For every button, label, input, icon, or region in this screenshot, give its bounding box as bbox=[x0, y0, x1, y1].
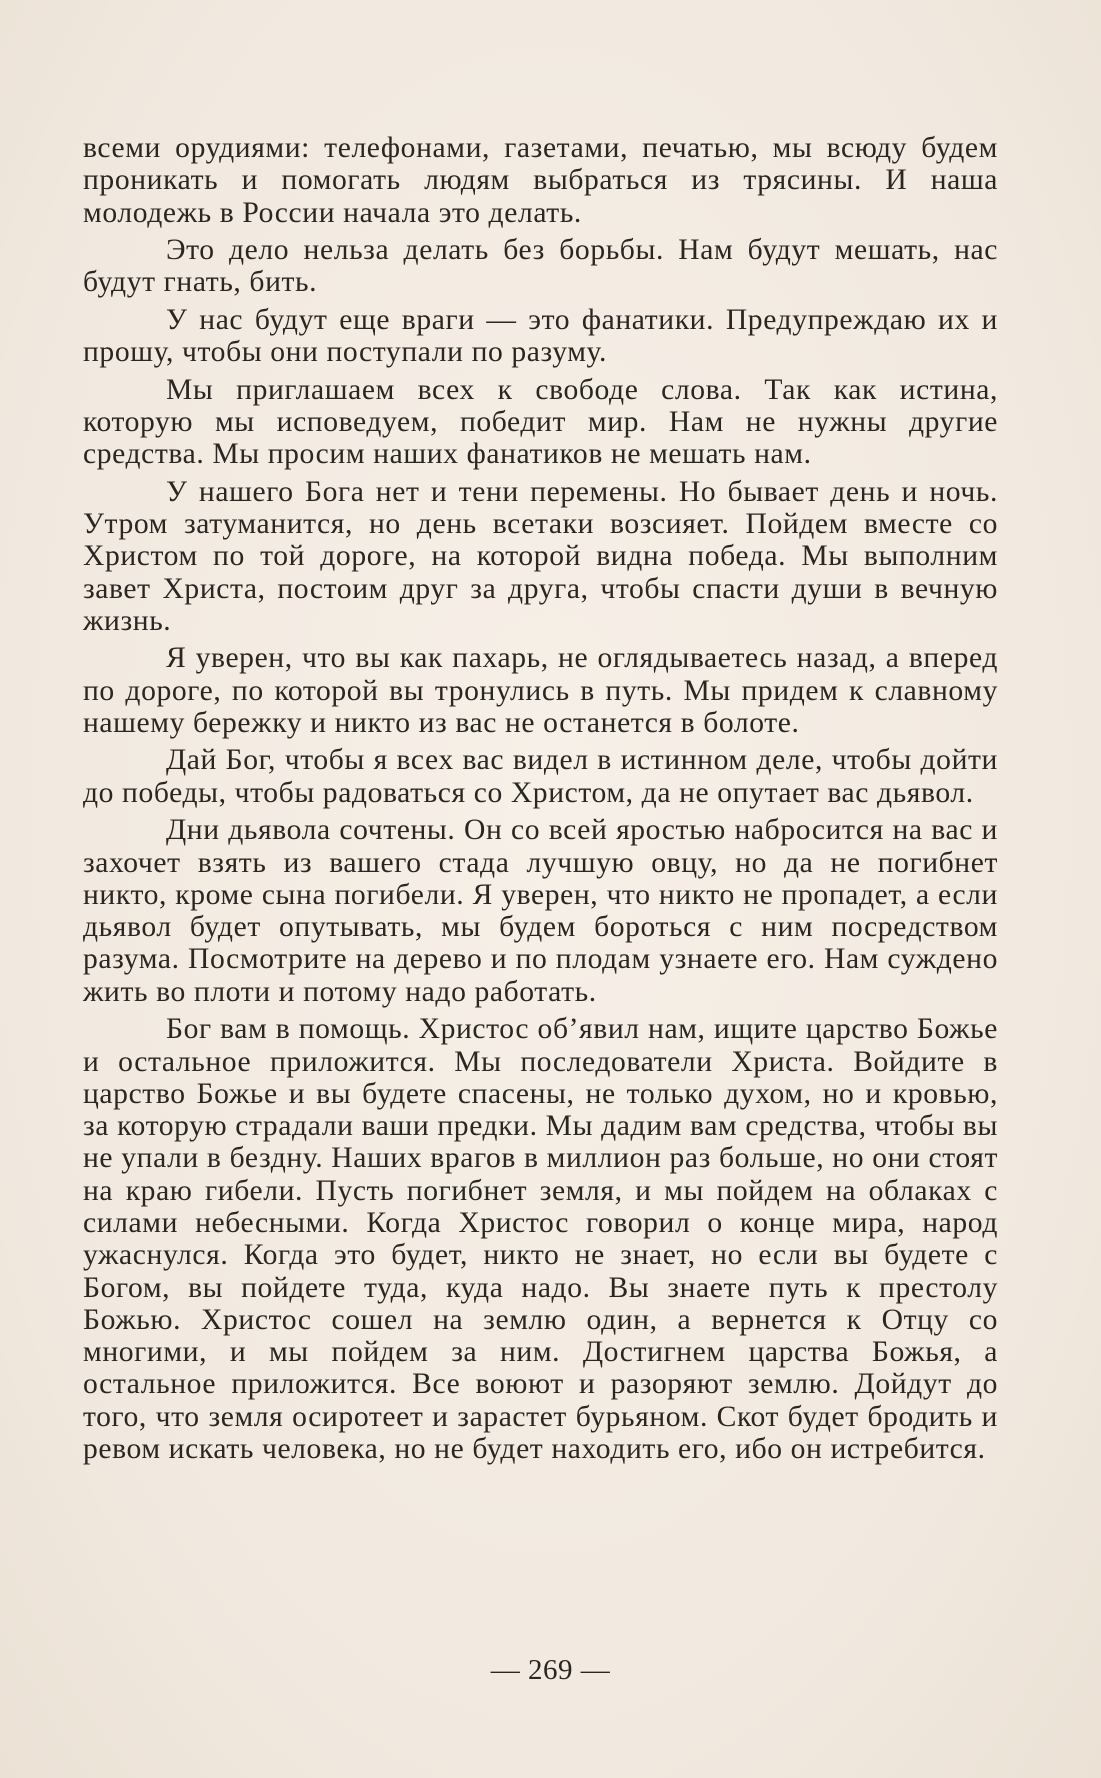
paragraph: Дай Бог, чтобы я всех вас видел в истинном деле, чтобы дойти до победы, чтобы радоваться со Христом, да не опутает вас дьявол. bbox=[83, 744, 998, 809]
paragraph: Бог вам в помощь. Христос об’явил нам, ищите царство Божье и остальное приложится. Мы последователи Христа. Войдите в царство Божье и вы будете спасены, не только духом, но и кровью, за которую страдали ваши предки. Мы дадим вам средства, чтобы вы не упали в бездну. Наших врагов в миллион раз больше, но они стоят на краю гибели. Пусть погибнет земля, и мы пойдем на облаках с силами небесными. Когда Христос говорил о конце мира, народ ужаснулся. Когда это будет, никто не знает, но если вы будете с Богом, вы пойдете туда, куда надо. Вы знаете путь к престолу Божью. Христос сошел на землю один, а вернется к Отцу со многими, и мы пойдем за ним. Достигнем царства Божья, а остальное приложится. Все воюют и разоряют землю. Дойдут до того, что земля осиротеет и зарастет бурьяном. Скот будет бродить и ревом искать человека, но не будет находить его, ибо он истребится. bbox=[83, 1013, 998, 1466]
body-text bbox=[83, 132, 998, 1471]
paragraph: Я уверен, что вы как пахарь, не оглядываетесь назад, а вперед по дороге, по которой вы тронулись в путь. Мы придем к славному нашему бережку и никто из вас не останется в болоте. bbox=[83, 642, 998, 739]
paragraph: У нашего Бога нет и тени перемены. Но бывает день и ночь. Утром затуманится, но день всетаки возсияет. Пойдем вместе со Христом по той дороге, на которой видна победа. Мы выполним завет Христа, постоим друг за друга, чтобы спасти души в вечную жизнь. bbox=[83, 475, 998, 637]
paragraph-continuation: всеми орудиями: телефонами, газетами, печатью, мы всюду будем проникать и помогать людям выбраться из трясины. И наша молодежь в России начала это делать. bbox=[83, 132, 998, 229]
paragraph: Это дело нельза делать без борьбы. Нам будут мешать, нас будут гнать, бить. bbox=[83, 234, 998, 299]
paragraph: Дни дьявола сочтены. Он со всей яростью набросится на вас и захочет взять из вашего стада лучшую овцу, но да не погибнет никто, кроме сына погибели. Я уверен, что никто не пропадет, а если дьявол будет опутывать, мы будем бороться с ним посредством разума. Посмотрите на дерево и по плодам узнаете его. Нам суждено жить во плоти и потому надо работать. bbox=[83, 814, 998, 1008]
paragraph: Мы приглашаем всех к свободе слова. Так как истина, которую мы исповедуем, победит мир. Нам не нужны другие средства. Мы просим наших фанатиков не мешать нам. bbox=[83, 373, 998, 471]
paragraph: У нас будут еще враги — это фанатики. Предупреждаю их и прошу, чтобы они поступали по разуму. bbox=[83, 303, 998, 369]
page-number: — 269 — bbox=[490, 1654, 611, 1686]
